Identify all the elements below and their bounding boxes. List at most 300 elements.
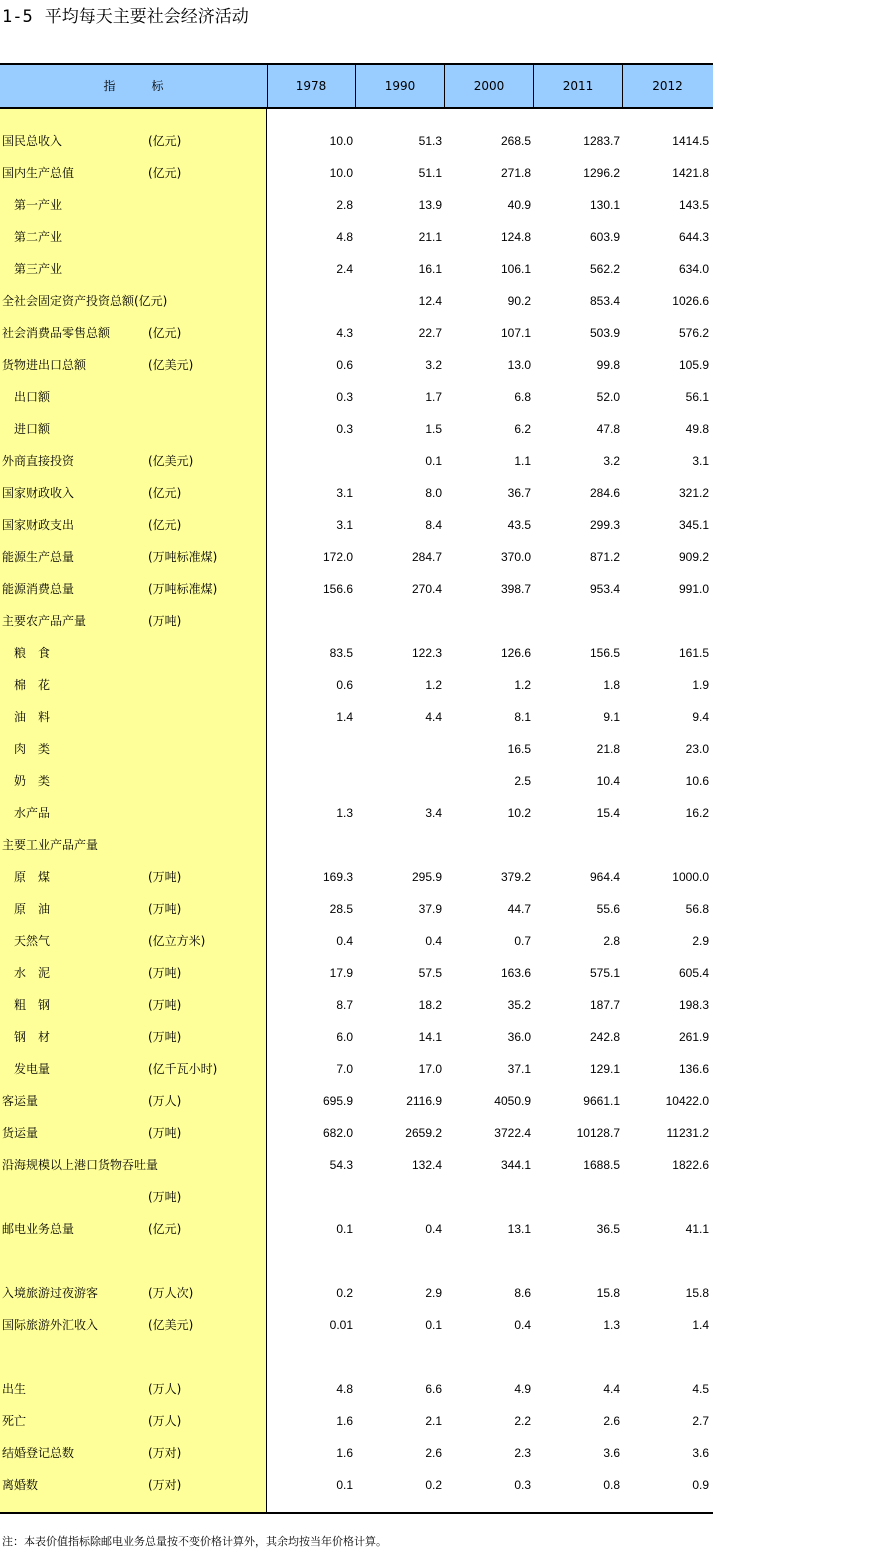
cell-value-2012: 634.0: [678, 262, 709, 276]
cell-value-1990: 0.2: [425, 1478, 442, 1492]
cell-value-2012: 56.8: [685, 902, 709, 916]
cell-value-2000: 1.1: [514, 454, 531, 468]
header-year-1990: 1990: [356, 65, 445, 107]
row-unit: (万吨标准煤): [148, 582, 218, 596]
cell-value-2000: 13.1: [507, 1222, 531, 1236]
table-row: [0, 733, 713, 765]
cell-value-2000: 37.1: [507, 1062, 531, 1076]
cell-value-2011: 0.8: [603, 1478, 620, 1492]
table-row: [0, 253, 713, 285]
row-indicator-name: 能源生产总量: [2, 550, 75, 564]
row-indicator-name: 第二产业: [2, 230, 63, 244]
row-indicator-name: 肉 类: [2, 742, 51, 756]
cell-value-2000: 16.5: [507, 742, 531, 756]
row-indicator-name: 能源消费总量: [2, 582, 75, 596]
cell-value-2012: 143.5: [678, 198, 709, 212]
cell-value-1990: 2.6: [425, 1446, 442, 1460]
cell-value-2000: 36.0: [507, 1030, 531, 1044]
table-row: [0, 893, 713, 925]
cell-value-2012: 576.2: [678, 326, 709, 340]
cell-value-2000: 10.2: [507, 806, 531, 820]
row-indicator-name: 入境旅游过夜游客: [2, 1286, 99, 1300]
cell-value-2012: 644.3: [678, 230, 709, 244]
row-unit: (万吨): [148, 966, 182, 980]
cell-value-1990: 1.2: [425, 678, 442, 692]
cell-value-2012: 909.2: [678, 550, 709, 564]
row-unit: (亿立方米): [148, 934, 206, 948]
row-indicator-name: 国家财政收入: [2, 486, 75, 500]
row-indicator-name: 钢 材: [2, 1030, 51, 1044]
row-indicator-name: 外商直接投资: [2, 454, 75, 468]
table-row: [0, 957, 713, 989]
cell-value-2012: 10422.0: [665, 1094, 709, 1108]
table-row: [0, 285, 713, 317]
cell-value-2000: 1.2: [514, 678, 531, 692]
header-indicator: 指 标: [0, 65, 268, 107]
cell-value-2012: 3.6: [692, 1446, 709, 1460]
row-indicator-name: 出口额: [2, 390, 51, 404]
cell-value-1990: 3.2: [425, 358, 442, 372]
row-indicator-name: 第一产业: [2, 198, 63, 212]
row-indicator-name: 进口额: [2, 422, 51, 436]
table-row: [0, 989, 713, 1021]
row-indicator-name: 客运量: [2, 1094, 39, 1108]
cell-value-2011: 853.4: [589, 294, 620, 308]
cell-value-2012: 23.0: [685, 742, 709, 756]
row-indicator-name: 粮 食: [2, 646, 51, 660]
row-indicator-name: 第三产业: [2, 262, 63, 276]
cell-value-1978: 10.0: [329, 134, 353, 148]
table-row: [0, 125, 713, 157]
cell-value-1990: 16.1: [418, 262, 442, 276]
row-unit: (亿元): [148, 326, 182, 340]
row-indicator-name: 国家财政支出: [2, 518, 75, 532]
cell-value-1978: 695.9: [322, 1094, 353, 1108]
table-row: [0, 1341, 713, 1373]
cell-value-2012: 10.6: [685, 774, 709, 788]
cell-value-1978: 8.7: [336, 998, 353, 1012]
row-unit: (万吨标准煤): [148, 550, 218, 564]
header-year-2012: 2012: [652, 79, 683, 93]
cell-value-2012: 1421.8: [672, 166, 709, 180]
cell-value-2011: 2.8: [603, 934, 620, 948]
row-unit: (万吨): [148, 902, 182, 916]
cell-value-2000: 4.9: [514, 1382, 531, 1396]
cell-value-2000: 4050.9: [494, 1094, 531, 1108]
table-row: [0, 669, 713, 701]
cell-value-2000: 163.6: [500, 966, 531, 980]
footnote: 注：本表价值指标除邮电业务总量按不变价格计算外，其余均按当年价格计算。: [2, 1535, 387, 1548]
cell-value-2011: 156.5: [589, 646, 620, 660]
table-row: [0, 349, 713, 381]
table-row: [0, 541, 713, 573]
cell-value-1978: 169.3: [322, 870, 353, 884]
cell-value-2012: 49.8: [685, 422, 709, 436]
cell-value-1978: 4.8: [336, 230, 353, 244]
row-indicator-name: 社会消费品零售总额: [2, 326, 111, 340]
cell-value-1978: 0.4: [336, 934, 353, 948]
cell-value-2012: 198.3: [678, 998, 709, 1012]
cell-value-2000: 36.7: [507, 486, 531, 500]
cell-value-2012: 161.5: [678, 646, 709, 660]
cell-value-2011: 47.8: [596, 422, 620, 436]
cell-value-1978: 0.3: [336, 390, 353, 404]
cell-value-2011: 562.2: [589, 262, 620, 276]
row-unit: (万人): [148, 1382, 182, 1396]
cell-value-2011: 2.6: [603, 1414, 620, 1428]
table-row: [0, 605, 713, 637]
cell-value-2011: 4.4: [603, 1382, 620, 1396]
cell-value-1978: 3.1: [336, 518, 353, 532]
cell-value-2000: 126.6: [500, 646, 531, 660]
table-row: [0, 1117, 713, 1149]
cell-value-1978: 0.1: [336, 1222, 353, 1236]
header-year-1978: 1978: [267, 65, 356, 107]
table-row: [0, 157, 713, 189]
row-unit: (万人次): [148, 1286, 194, 1300]
cell-value-2000: 370.0: [500, 550, 531, 564]
row-unit: (万对): [148, 1446, 182, 1460]
cell-value-1990: 8.0: [425, 486, 442, 500]
row-unit: (万吨): [148, 870, 182, 884]
table-row: [0, 701, 713, 733]
cell-value-2011: 1688.5: [583, 1158, 620, 1172]
cell-value-2012: 1.9: [692, 678, 709, 692]
table-row: [0, 1053, 713, 1085]
cell-value-2000: 8.1: [514, 710, 531, 724]
table-row: [0, 765, 713, 797]
row-indicator-name: 死亡: [2, 1414, 27, 1428]
row-unit: (亿元): [148, 134, 182, 148]
cell-value-2011: 187.7: [589, 998, 620, 1012]
cell-value-2011: 299.3: [589, 518, 620, 532]
cell-value-2011: 129.1: [589, 1062, 620, 1076]
cell-value-2000: 398.7: [500, 582, 531, 596]
cell-value-2011: 55.6: [596, 902, 620, 916]
cell-value-1990: 12.4: [418, 294, 442, 308]
cell-value-2012: 1026.6: [672, 294, 709, 308]
table-row: [0, 637, 713, 669]
cell-value-2011: 1.8: [603, 678, 620, 692]
cell-value-2011: 99.8: [596, 358, 620, 372]
cell-value-1978: 4.3: [336, 326, 353, 340]
cell-value-2011: 503.9: [589, 326, 620, 340]
cell-value-1978: 156.6: [322, 582, 353, 596]
row-indicator-name: 离婚数: [2, 1478, 39, 1492]
cell-value-2012: 321.2: [678, 486, 709, 500]
table-title: 平均每天主要社会经济活动: [44, 7, 249, 27]
cell-value-1978: 6.0: [336, 1030, 353, 1044]
cell-value-1978: 0.1: [336, 1478, 353, 1492]
cell-value-2011: 953.4: [589, 582, 620, 596]
table-header: [0, 63, 713, 109]
row-unit: (亿美元): [148, 1318, 194, 1332]
cell-value-1990: 6.6: [425, 1382, 442, 1396]
row-indicator-name: 国际旅游外汇收入: [2, 1318, 99, 1332]
table-row: [0, 1021, 713, 1053]
cell-value-2000: 2.2: [514, 1414, 531, 1428]
row-indicator-name: 货运量: [2, 1126, 39, 1140]
cell-value-1978: 2.4: [336, 262, 353, 276]
cell-value-2012: 41.1: [685, 1222, 709, 1236]
cell-value-2012: 605.4: [678, 966, 709, 980]
cell-value-1990: 13.9: [418, 198, 442, 212]
cell-value-2011: 284.6: [589, 486, 620, 500]
cell-value-2012: 1000.0: [672, 870, 709, 884]
cell-value-2012: 2.9: [692, 934, 709, 948]
cell-value-2012: 136.6: [678, 1062, 709, 1076]
row-indicator-name: 主要农产品产量: [2, 614, 87, 628]
cell-value-1978: 0.2: [336, 1286, 353, 1300]
cell-value-1990: 0.1: [425, 1318, 442, 1332]
cell-value-2011: 3.6: [603, 1446, 620, 1460]
cell-value-1990: 17.0: [418, 1062, 442, 1076]
cell-value-2012: 1.4: [692, 1318, 709, 1332]
row-indicator-name: 粗 钢: [2, 998, 51, 1012]
cell-value-2000: 40.9: [507, 198, 531, 212]
row-indicator-name: 原 煤: [2, 870, 51, 884]
cell-value-1990: 2659.2: [405, 1126, 442, 1140]
cell-value-1990: 18.2: [418, 998, 442, 1012]
row-indicator-name: 棉 花: [2, 678, 51, 692]
cell-value-1978: 1.6: [336, 1446, 353, 1460]
cell-value-1978: 1.3: [336, 806, 353, 820]
cell-value-1978: 4.8: [336, 1382, 353, 1396]
table-row: [0, 573, 713, 605]
cell-value-1990: 51.3: [418, 134, 442, 148]
row-indicator-name: 原 油: [2, 902, 51, 916]
cell-value-2000: 268.5: [500, 134, 531, 148]
cell-value-2000: 3722.4: [494, 1126, 531, 1140]
row-indicator-name: 国内生产总值: [2, 166, 75, 180]
cell-value-1990: 270.4: [411, 582, 442, 596]
cell-value-1990: 1.7: [425, 390, 442, 404]
table-row: [0, 381, 713, 413]
table-body: [0, 109, 713, 1514]
cell-value-2012: 105.9: [678, 358, 709, 372]
row-indicator-name: 主要工业产品产量: [2, 838, 99, 852]
cell-value-1990: 132.4: [411, 1158, 442, 1172]
cell-value-1990: 1.5: [425, 422, 442, 436]
cell-value-2000: 0.4: [514, 1318, 531, 1332]
cell-value-2000: 90.2: [507, 294, 531, 308]
cell-value-2012: 991.0: [678, 582, 709, 596]
cell-value-2012: 345.1: [678, 518, 709, 532]
table-row: [0, 445, 713, 477]
table-row: [0, 413, 713, 445]
cell-value-2011: 575.1: [589, 966, 620, 980]
data-table: [0, 63, 713, 1514]
cell-value-2000: 43.5: [507, 518, 531, 532]
cell-value-2011: 871.2: [589, 550, 620, 564]
cell-value-2012: 261.9: [678, 1030, 709, 1044]
cell-value-2000: 13.0: [507, 358, 531, 372]
row-indicator-name: 国民总收入: [2, 134, 63, 148]
cell-value-2011: 964.4: [589, 870, 620, 884]
cell-value-2012: 15.8: [685, 1286, 709, 1300]
row-unit: (万吨): [148, 1126, 182, 1140]
cell-value-1990: 295.9: [411, 870, 442, 884]
row-unit: (万吨): [148, 614, 182, 628]
page-title: [2, 6, 249, 28]
row-indicator-name: 沿海规模以上港口货物吞吐量: [2, 1158, 159, 1172]
cell-value-1978: 83.5: [329, 646, 353, 660]
cell-value-2012: 11231.2: [666, 1126, 709, 1140]
cell-value-2000: 271.8: [500, 166, 531, 180]
cell-value-1990: 22.7: [418, 326, 442, 340]
cell-value-2011: 603.9: [589, 230, 620, 244]
table-row: [0, 509, 713, 541]
cell-value-2000: 344.1: [500, 1158, 531, 1172]
cell-value-1978: 0.6: [336, 358, 353, 372]
cell-value-1990: 2.9: [425, 1286, 442, 1300]
cell-value-1978: 2.8: [336, 198, 353, 212]
table-row: [0, 925, 713, 957]
cell-value-2012: 3.1: [692, 454, 709, 468]
cell-value-1990: 37.9: [418, 902, 442, 916]
cell-value-2000: 107.1: [500, 326, 531, 340]
cell-value-1978: 17.9: [329, 966, 353, 980]
row-unit: (亿元): [148, 1222, 182, 1236]
cell-value-2000: 8.6: [514, 1286, 531, 1300]
cell-value-1990: 4.4: [425, 710, 442, 724]
row-unit: (万对): [148, 1478, 182, 1492]
table-row: [0, 1405, 713, 1437]
row-unit: (亿千瓦小时): [148, 1062, 218, 1076]
cell-value-1990: 57.5: [418, 966, 442, 980]
cell-value-1990: 122.3: [411, 646, 442, 660]
cell-value-1990: 2.1: [425, 1414, 442, 1428]
cell-value-2012: 1822.6: [672, 1158, 709, 1172]
cell-value-2011: 15.8: [596, 1286, 620, 1300]
table-row: [0, 1213, 713, 1245]
table-row: [0, 1149, 713, 1181]
cell-value-2000: 106.1: [500, 262, 531, 276]
row-unit: (万吨): [148, 1030, 182, 1044]
cell-value-2011: 9.1: [603, 710, 620, 724]
cell-value-2000: 6.8: [514, 390, 531, 404]
cell-value-2000: 6.2: [514, 422, 531, 436]
cell-value-1978: 3.1: [336, 486, 353, 500]
row-indicator-name: 货物进出口总额: [2, 358, 87, 372]
row-indicator-name: 出生: [2, 1382, 27, 1396]
cell-value-2000: 2.5: [514, 774, 531, 788]
cell-value-1978: 1.6: [336, 1414, 353, 1428]
cell-value-1990: 284.7: [411, 550, 442, 564]
row-unit: (亿元): [148, 166, 182, 180]
row-indicator-name: 水 泥: [2, 966, 51, 980]
cell-value-2012: 0.9: [692, 1478, 709, 1492]
row-unit: (万人): [148, 1094, 182, 1108]
table-row: [0, 1469, 713, 1501]
table-row: [0, 861, 713, 893]
table-row: [0, 189, 713, 221]
row-unit: (万人): [148, 1414, 182, 1428]
cell-value-2012: 1414.5: [672, 134, 709, 148]
cell-value-1990: 0.1: [425, 454, 442, 468]
table-row: [0, 477, 713, 509]
cell-value-2012: 9.4: [692, 710, 709, 724]
cell-value-2011: 15.4: [596, 806, 620, 820]
cell-value-1990: 0.4: [425, 1222, 442, 1236]
cell-value-2011: 130.1: [589, 198, 620, 212]
cell-value-2012: 16.2: [685, 806, 709, 820]
cell-value-2011: 10128.7: [576, 1126, 620, 1140]
row-indicator-name: 天然气: [2, 934, 51, 948]
table-row: [0, 1085, 713, 1117]
table-row: [0, 1277, 713, 1309]
table-row: [0, 317, 713, 349]
table-row: [0, 1181, 713, 1213]
table-number: 1-5: [2, 7, 33, 27]
cell-value-2000: 124.8: [500, 230, 531, 244]
cell-value-2011: 52.0: [596, 390, 620, 404]
row-unit: (亿元): [148, 518, 182, 532]
table-row: [0, 1245, 713, 1277]
cell-value-1990: 51.1: [418, 166, 442, 180]
row-indicator-name: 邮电业务总量: [2, 1222, 75, 1236]
cell-value-1978: 7.0: [336, 1062, 353, 1076]
table-row: [0, 1437, 713, 1469]
table-row: [0, 1373, 713, 1405]
cell-value-2011: 21.8: [596, 742, 620, 756]
cell-value-1990: 21.1: [418, 230, 442, 244]
cell-value-1978: 10.0: [329, 166, 353, 180]
cell-value-1978: 0.3: [336, 422, 353, 436]
cell-value-1990: 0.4: [425, 934, 442, 948]
cell-value-2011: 9661.1: [583, 1094, 620, 1108]
table-row: [0, 1309, 713, 1341]
row-indicator-name: 油 料: [2, 710, 51, 724]
cell-value-1978: 0.01: [329, 1318, 353, 1332]
cell-value-2011: 3.2: [603, 454, 620, 468]
cell-value-1990: 8.4: [425, 518, 442, 532]
row-unit: (亿美元): [148, 358, 194, 372]
cell-value-1978: 172.0: [322, 550, 353, 564]
row-indicator-name: 水产品: [2, 806, 51, 820]
cell-value-2000: 0.7: [514, 934, 531, 948]
cell-value-1978: 28.5: [329, 902, 353, 916]
cell-value-1978: 54.3: [329, 1158, 353, 1172]
row-unit: (万吨): [148, 1190, 182, 1204]
row-indicator-name: 结婚登记总数: [2, 1446, 75, 1460]
table-row: [0, 829, 713, 861]
cell-value-2000: 35.2: [507, 998, 531, 1012]
cell-value-2000: 0.3: [514, 1478, 531, 1492]
cell-value-2011: 1296.2: [583, 166, 620, 180]
cell-value-2011: 1283.7: [583, 134, 620, 148]
row-unit: (亿元): [148, 486, 182, 500]
cell-value-2012: 56.1: [685, 390, 709, 404]
cell-value-2011: 242.8: [589, 1030, 620, 1044]
cell-value-1990: 14.1: [418, 1030, 442, 1044]
cell-value-1990: 3.4: [425, 806, 442, 820]
table-row: [0, 221, 713, 253]
cell-value-1990: 2116.9: [406, 1094, 442, 1108]
header-year-2011: 2011: [534, 65, 623, 107]
header-year-2000: 2000: [445, 65, 534, 107]
cell-value-2011: 10.4: [596, 774, 620, 788]
cell-value-2000: 379.2: [500, 870, 531, 884]
cell-value-1978: 1.4: [336, 710, 353, 724]
cell-value-1978: 682.0: [322, 1126, 353, 1140]
cell-value-2000: 44.7: [507, 902, 531, 916]
row-unit: (亿美元): [148, 454, 194, 468]
row-indicator-name: 发电量: [2, 1062, 51, 1076]
cell-value-2000: 2.3: [514, 1446, 531, 1460]
row-indicator-name: 奶 类: [2, 774, 51, 788]
cell-value-2011: 1.3: [603, 1318, 620, 1332]
